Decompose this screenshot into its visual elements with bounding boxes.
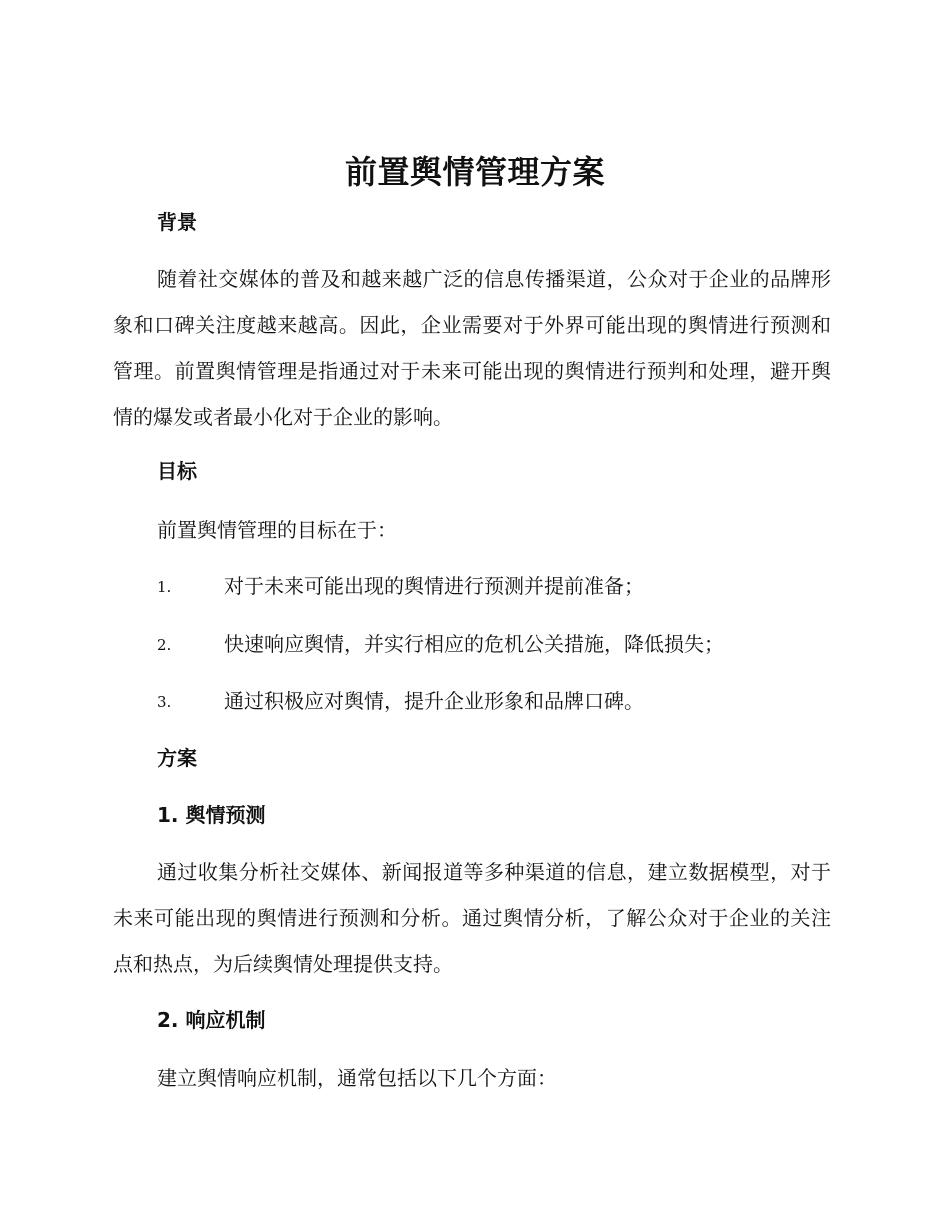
section-heading-background: 背景 xyxy=(157,210,197,234)
list-item-text: 对于未来可能出现的舆情进行预测并提前准备； xyxy=(224,574,644,598)
list-item-number: 3. xyxy=(157,693,172,711)
section-heading-goals: 目标 xyxy=(157,459,197,483)
document-title: 前置舆情管理方案 xyxy=(344,153,605,191)
list-item xyxy=(157,572,857,600)
section-heading-plan: 方案 xyxy=(157,746,197,770)
list-item-number: 2. xyxy=(157,636,172,654)
list-item-number: 1. xyxy=(157,578,172,596)
list-item xyxy=(157,630,857,658)
background-paragraph: 随着社交媒体的普及和越来越广泛的信息传播渠道，公众对于企业的品牌形象和口碑关注度越来越高。因此，企业需要对于外界可能出现的舆情进行预测和管理。前置舆情管理是指通过对于未来可能出现的舆情进行预判和处理，避开舆情的爆发或者最小化对于企业的影响。 xyxy=(113,267,831,429)
list-item-text: 快速响应舆情，并实行相应的危机公关措施，降低损失； xyxy=(224,632,724,656)
subsection-heading-response: 2. 响应机制 xyxy=(157,1008,266,1032)
list-item-text: 通过积极应对舆情，提升企业形象和品牌口碑。 xyxy=(224,689,644,713)
goals-intro: 前置舆情管理的目标在于： xyxy=(157,518,397,542)
list-item xyxy=(157,687,857,715)
response-intro: 建立舆情响应机制，通常包括以下几个方面： xyxy=(157,1066,557,1090)
forecast-paragraph: 通过收集分析社交媒体、新闻报道等多种渠道的信息，建立数据模型，对于未来可能出现的舆情进行预测和分析。通过舆情分析，了解公众对于企业的关注点和热点，为后续舆情处理提供支持。 xyxy=(113,860,831,976)
subsection-heading-forecast: 1. 舆情预测 xyxy=(157,803,266,827)
